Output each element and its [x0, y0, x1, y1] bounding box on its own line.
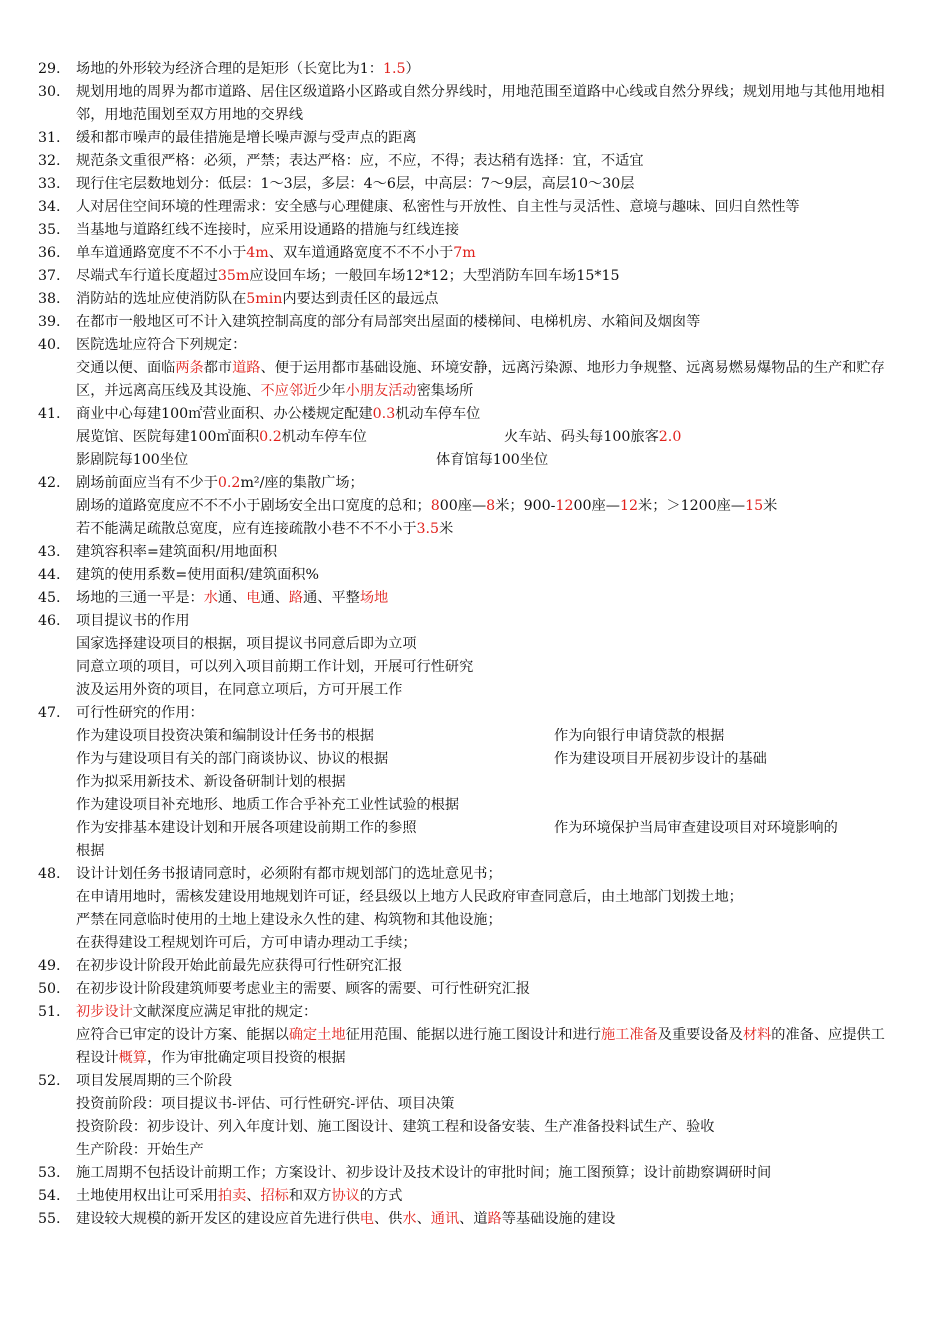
list-item [38, 1001, 898, 1070]
item-content [76, 1070, 898, 1162]
item-number: 41. [38, 406, 61, 422]
highlighted-text: 概算 [118, 1050, 147, 1066]
item-column [76, 449, 436, 472]
list-item [38, 1185, 898, 1208]
item-number: 35. [38, 222, 61, 238]
text-run: 文献深度应满足审批的规定： [132, 1004, 318, 1020]
item-number: 30. [38, 84, 61, 100]
text-run: 机动车停车位 [395, 406, 481, 422]
item-content [76, 1001, 898, 1070]
highlighted-text: 小朋友活动 [345, 383, 417, 399]
item-number: 31. [38, 130, 61, 146]
text-run: 设计计划任务书报请同意时，必须附有都市规划部门的选址意见书； [76, 866, 502, 882]
text-run: 作为建设项目开展初步设计的基础 [554, 751, 767, 767]
list-item [38, 702, 898, 863]
item-line [76, 58, 898, 81]
text-run: 米 [439, 521, 454, 537]
highlighted-text: 0.2 [259, 429, 282, 445]
item-line [76, 1208, 898, 1231]
item-line-columns [76, 426, 898, 449]
text-run: 应符合已审定的设计方案、能据以 [76, 1027, 289, 1043]
item-content [76, 311, 898, 334]
highlighted-text: 12 [619, 498, 639, 514]
item-number: 50. [38, 981, 61, 997]
item-number: 49. [38, 958, 61, 974]
item-line [76, 541, 898, 564]
text-run: 、便于运用都市基础设施、环境安静，远离污染源、地形力争规整、远离易燃易爆物品的生产和贮存区，并远离高压线及其设施、 [76, 360, 885, 399]
list-item [38, 610, 898, 702]
text-run: ） [405, 61, 420, 77]
text-run: 单车道通路宽度不不不小于 [76, 245, 247, 261]
text-run: 投资阶段：初步设计、列入年度计划、施工图设计、建筑工程和设备安装、生产准备投料试生产、验收 [76, 1119, 715, 1135]
item-content [76, 541, 898, 564]
highlighted-text: 拍卖 [217, 1188, 247, 1204]
highlighted-text: 12 [555, 498, 574, 514]
text-run: 通、 [217, 590, 247, 606]
item-line-columns [76, 817, 898, 840]
list-item [38, 1208, 898, 1231]
text-run: 消防站的选址应使消防队在 [76, 291, 247, 307]
text-run: 严禁在同意临时使用的土地上建设永久性的建、构筑物和其他设施； [76, 912, 502, 928]
item-content [76, 955, 898, 978]
text-run: 作为向银行申请贷款的根据 [554, 728, 725, 744]
list-item [38, 403, 898, 472]
highlighted-text: 道路 [232, 360, 261, 376]
item-content [76, 265, 898, 288]
text-run: 00座— [439, 498, 487, 514]
item-number: 45. [38, 590, 61, 606]
text-run: 建设较大规模的新开发区的建设应首先进行供 [76, 1211, 360, 1227]
item-content [76, 1185, 898, 1208]
item-line [76, 656, 898, 679]
highlighted-text: 水 [402, 1211, 417, 1227]
text-run: 剧场的道路宽度应不不不小于剧场安全出口宽度的总和； [76, 498, 431, 514]
item-number: 48. [38, 866, 61, 882]
item-line [76, 403, 898, 426]
list-item [38, 288, 898, 311]
list-item [38, 978, 898, 1001]
text-run: 在初步设计阶段建筑师要考虑业主的需要、顾客的需要、可行性研究汇报 [76, 981, 531, 997]
highlighted-text: 15 [745, 498, 764, 514]
text-run: 作为建设项目补充地形、地质工作合乎补充工业性试验的根据 [76, 797, 460, 813]
item-line [76, 1139, 898, 1162]
text-run: 、道 [459, 1211, 488, 1227]
highlighted-text: 材料 [742, 1027, 772, 1043]
text-run: 少年 [317, 383, 346, 399]
text-run: 根据 [76, 843, 105, 859]
highlighted-text: 路 [487, 1211, 502, 1227]
text-run: 若不能满足疏散总宽度，应有连接疏散小巷不不不小于 [76, 521, 417, 537]
list-item [38, 587, 898, 610]
item-number: 38. [38, 291, 61, 307]
text-run: 现行住宅层数地划分：低层：1～3层，多层：4～6层，中高层：7～9层，高层10～30层 [76, 176, 635, 192]
text-run: 米；＞1200座— [638, 498, 746, 514]
item-number: 51. [38, 1004, 61, 1020]
item-content [76, 196, 898, 219]
text-run: 内要达到责任区的最远点 [282, 291, 439, 307]
text-run: 规范条文重很严格：必须，严禁；表达严格：应，不应，不得；表达稍有选择：宜，不适宜 [76, 153, 644, 169]
highlighted-text: 确定土地 [288, 1027, 346, 1043]
text-run: 作为环境保护当局审查建设项目对环境影响的 [554, 820, 838, 836]
text-run: 及重要设备及 [657, 1027, 743, 1043]
item-content [76, 173, 898, 196]
item-line [76, 219, 898, 242]
highlighted-text: 初步设计 [76, 1004, 133, 1020]
item-column [436, 449, 548, 472]
document-page [38, 58, 898, 1231]
text-run: 作为与建设项目有关的部门商谈协议、协议的根据 [76, 751, 389, 767]
highlighted-text: 电 [359, 1211, 374, 1227]
highlighted-text: 水 [203, 590, 218, 606]
text-run: 征用范围、能据以进行施工图设计和进行 [345, 1027, 601, 1043]
item-line [76, 173, 898, 196]
item-line [76, 242, 898, 265]
item-line [76, 1116, 898, 1139]
highlighted-text: 施工准备 [600, 1027, 658, 1043]
item-line [76, 978, 898, 1001]
text-run: 体育馆每100坐位 [436, 452, 549, 468]
list-item [38, 196, 898, 219]
text-run: 同意立项的项目，可以列入项目前期工作计划，开展可行性研究 [76, 659, 474, 675]
text-run: 通、 [260, 590, 289, 606]
item-content [76, 610, 898, 702]
list-item [38, 311, 898, 334]
text-run: 作为拟采用新技术、新设备研制计划的根据 [76, 774, 346, 790]
highlighted-text: 1.5 [382, 61, 406, 77]
item-content [76, 587, 898, 610]
item-line [76, 1070, 898, 1093]
text-run: 、 [246, 1188, 261, 1204]
item-line-columns [76, 725, 898, 748]
item-content [76, 127, 898, 150]
item-line [76, 840, 898, 863]
item-line [76, 1001, 898, 1024]
highlighted-text: 2.0 [658, 429, 682, 445]
item-content [76, 1208, 898, 1231]
item-column [76, 817, 554, 840]
item-content [76, 1162, 898, 1185]
text-run: 密集场所 [416, 383, 474, 399]
item-line [76, 932, 898, 955]
item-line [76, 495, 898, 518]
item-number: 54. [38, 1188, 61, 1204]
text-run: 火车站、码头每100旅客 [504, 429, 659, 445]
text-run: ，作为审批确定项目投资的根据 [146, 1050, 346, 1066]
item-number: 36. [38, 245, 61, 261]
text-run: 规划用地的周界为都市道路、居住区级道路小区路或自然分界线时，用地范围至道路中心线或自然分界线；规划用地与其他用地相邻，用地范围划至双方用地的交界线 [76, 84, 885, 123]
item-number: 37. [38, 268, 61, 284]
text-run: 通、平整 [303, 590, 360, 606]
text-run: 场地的外形较为经济合理的是矩形（长宽比为1： [76, 61, 383, 77]
highlighted-text: 场地 [359, 590, 389, 606]
item-number: 40. [38, 337, 61, 353]
item-line [76, 610, 898, 633]
item-line [76, 357, 898, 403]
item-column [554, 817, 838, 840]
item-content [76, 81, 898, 127]
item-column [554, 748, 767, 771]
item-number: 32. [38, 153, 61, 169]
item-content [76, 150, 898, 173]
text-run: 缓和都市噪声的最佳措施是增长噪声源与受声点的距离 [76, 130, 417, 146]
item-line [76, 564, 898, 587]
item-line [76, 702, 898, 725]
list-item [38, 541, 898, 564]
item-number: 43. [38, 544, 61, 560]
highlighted-text: 7m [453, 245, 476, 261]
highlighted-text: 8 [486, 498, 496, 514]
text-run: 尽端式车行道长度超过 [76, 268, 218, 284]
list-item [38, 150, 898, 173]
item-number: 47. [38, 705, 61, 721]
text-run: 商业中心每建100㎡营业面积、办公楼规定配建 [76, 406, 373, 422]
text-run: 投资前阶段：项目提议书-评估、可行性研究-评估、项目决策 [76, 1096, 455, 1112]
highlighted-text: 0.2 [217, 475, 241, 491]
item-content [76, 219, 898, 242]
item-line [76, 587, 898, 610]
list-item [38, 472, 898, 541]
item-line [76, 1093, 898, 1116]
text-run: 医院选址应符合下列规定： [76, 337, 247, 353]
text-run: 在申请用地时，需核发建设用地规划许可证，经县级以上地方人民政府审查同意后，由土地部门划拨土地； [76, 889, 743, 905]
item-content [76, 863, 898, 955]
list-item [38, 955, 898, 978]
list-item [38, 219, 898, 242]
item-number: 34. [38, 199, 61, 215]
text-run: 作为安排基本建设计划和开展各项建设前期工作的参照 [76, 820, 417, 836]
text-run: 在都市一般地区可不计入建筑控制高度的部分有局部突出屋面的楼梯间、电梯机房、水箱间及烟囱等 [76, 314, 701, 330]
text-run: 波及运用外资的项目，在同意立项后，方可开展工作 [76, 682, 403, 698]
text-run: 在获得建设工程规划许可后，方可申请办理动工手续； [76, 935, 417, 951]
text-run: 00座— [573, 498, 620, 514]
highlighted-text: 通讯 [430, 1211, 460, 1227]
item-content [76, 403, 898, 472]
list-item [38, 81, 898, 127]
list-item [38, 173, 898, 196]
highlighted-text: 0.3 [372, 406, 396, 422]
item-line [76, 863, 898, 886]
highlighted-text: 路 [288, 590, 304, 606]
text-run: 的准备、应提供工程设计 [76, 1027, 885, 1066]
text-run: 剧场前面应当有不少于 [76, 475, 218, 491]
text-run: 土地使用权出让可采用 [76, 1188, 218, 1204]
text-run: 建筑的使用系数=使用面积/建筑面积% [76, 567, 319, 583]
item-column [76, 426, 504, 449]
item-line [76, 679, 898, 702]
item-line [76, 150, 898, 173]
item-number: 44. [38, 567, 61, 583]
item-line-columns [76, 748, 898, 771]
item-number: 53. [38, 1165, 61, 1181]
highlighted-text: 两条 [175, 360, 204, 376]
text-run: 、供 [373, 1211, 403, 1227]
item-content [76, 242, 898, 265]
item-number: 33. [38, 176, 61, 192]
item-line [76, 196, 898, 219]
text-run: 机动车停车位 [281, 429, 367, 445]
item-line [76, 1185, 898, 1208]
item-line [76, 955, 898, 978]
text-run: 交通以便、面临 [76, 360, 176, 376]
highlighted-text: 8 [430, 498, 440, 514]
list-item [38, 1070, 898, 1162]
highlighted-text: 协议 [331, 1188, 360, 1204]
highlighted-text: 5min [246, 291, 283, 307]
item-content [76, 564, 898, 587]
item-number: 55. [38, 1211, 61, 1227]
text-run: 场地的三通一平是： [76, 590, 204, 606]
text-run: 国家选择建设项目的根据，项目提议书同意后即为立项 [76, 636, 417, 652]
text-run: 的方式 [359, 1188, 403, 1204]
list-item [38, 127, 898, 150]
item-content [76, 702, 898, 863]
text-run: 可行性研究的作用： [76, 705, 204, 721]
list-item [38, 1162, 898, 1185]
highlighted-text: 4m [246, 245, 269, 261]
highlighted-text: 电 [246, 590, 261, 606]
text-run: 、双车道通路宽度不不不小于 [268, 245, 454, 261]
item-number: 52. [38, 1073, 61, 1089]
list-item [38, 564, 898, 587]
highlighted-text: 不应邻近 [260, 383, 318, 399]
list-item [38, 58, 898, 81]
highlighted-text: 招标 [260, 1188, 289, 1204]
item-line [76, 794, 898, 817]
item-line [76, 909, 898, 932]
text-run: 米 [763, 498, 778, 514]
text-run: 展览馆、医院每建100㎡面积 [76, 429, 260, 445]
text-run: 等基础设施的建设 [501, 1211, 616, 1227]
list-item [38, 863, 898, 955]
item-line [76, 1162, 898, 1185]
list-item [38, 242, 898, 265]
item-column [76, 748, 554, 771]
item-column [554, 725, 724, 748]
text-run: m²/座的集散广场； [240, 475, 364, 491]
highlighted-text: 35m [217, 268, 250, 284]
highlighted-text: 3.5 [416, 521, 440, 537]
item-line [76, 472, 898, 495]
item-line [76, 265, 898, 288]
item-content [76, 58, 898, 81]
list-item [38, 334, 898, 403]
text-run: 建筑容积率=建筑面积/用地面积 [76, 544, 278, 560]
item-column [504, 426, 681, 449]
item-line [76, 288, 898, 311]
item-content [76, 288, 898, 311]
list-item [38, 265, 898, 288]
text-run: 施工周期不包括设计前期工作；方案设计、初步设计及技术设计的审批时间；施工图预算；设计前勘察调研时间 [76, 1165, 772, 1181]
text-run: 、 [416, 1211, 431, 1227]
text-run: 作为建设项目投资决策和编制设计任务书的根据 [76, 728, 374, 744]
text-run: 当基地与道路红线不连接时，应采用设通路的措施与红线连接 [76, 222, 460, 238]
text-run: 生产阶段：开始生产 [76, 1142, 204, 1158]
item-number: 29. [38, 61, 61, 77]
item-line [76, 771, 898, 794]
text-run: 项目发展周期的三个阶段 [76, 1073, 233, 1089]
item-line [76, 1024, 898, 1070]
item-line [76, 311, 898, 334]
item-number: 42. [38, 475, 61, 491]
item-content [76, 978, 898, 1001]
text-run: 人对居住空间环境的性理需求：安全感与心理健康、私密性与开放性、自主性与灵活性、意境与趣味、回归自然性等 [76, 199, 800, 215]
item-number: 46. [38, 613, 61, 629]
item-content [76, 334, 898, 403]
text-run: 在初步设计阶段开始此前最先应获得可行性研究汇报 [76, 958, 403, 974]
text-run: 米；900- [495, 498, 556, 514]
item-content [76, 472, 898, 541]
item-line [76, 81, 898, 127]
item-line [76, 334, 898, 357]
item-line [76, 518, 898, 541]
text-run: 影剧院每100坐位 [76, 452, 189, 468]
text-run: 项目提议书的作用 [76, 613, 190, 629]
text-run: 应设回车场；一般回车场12*12；大型消防车回车场15*15 [249, 268, 620, 284]
item-line [76, 633, 898, 656]
item-line [76, 127, 898, 150]
item-number: 39. [38, 314, 61, 330]
item-line-columns [76, 449, 898, 472]
text-run: 都市 [203, 360, 233, 376]
item-column [76, 725, 554, 748]
text-run: 和双方 [288, 1188, 332, 1204]
item-line [76, 886, 898, 909]
